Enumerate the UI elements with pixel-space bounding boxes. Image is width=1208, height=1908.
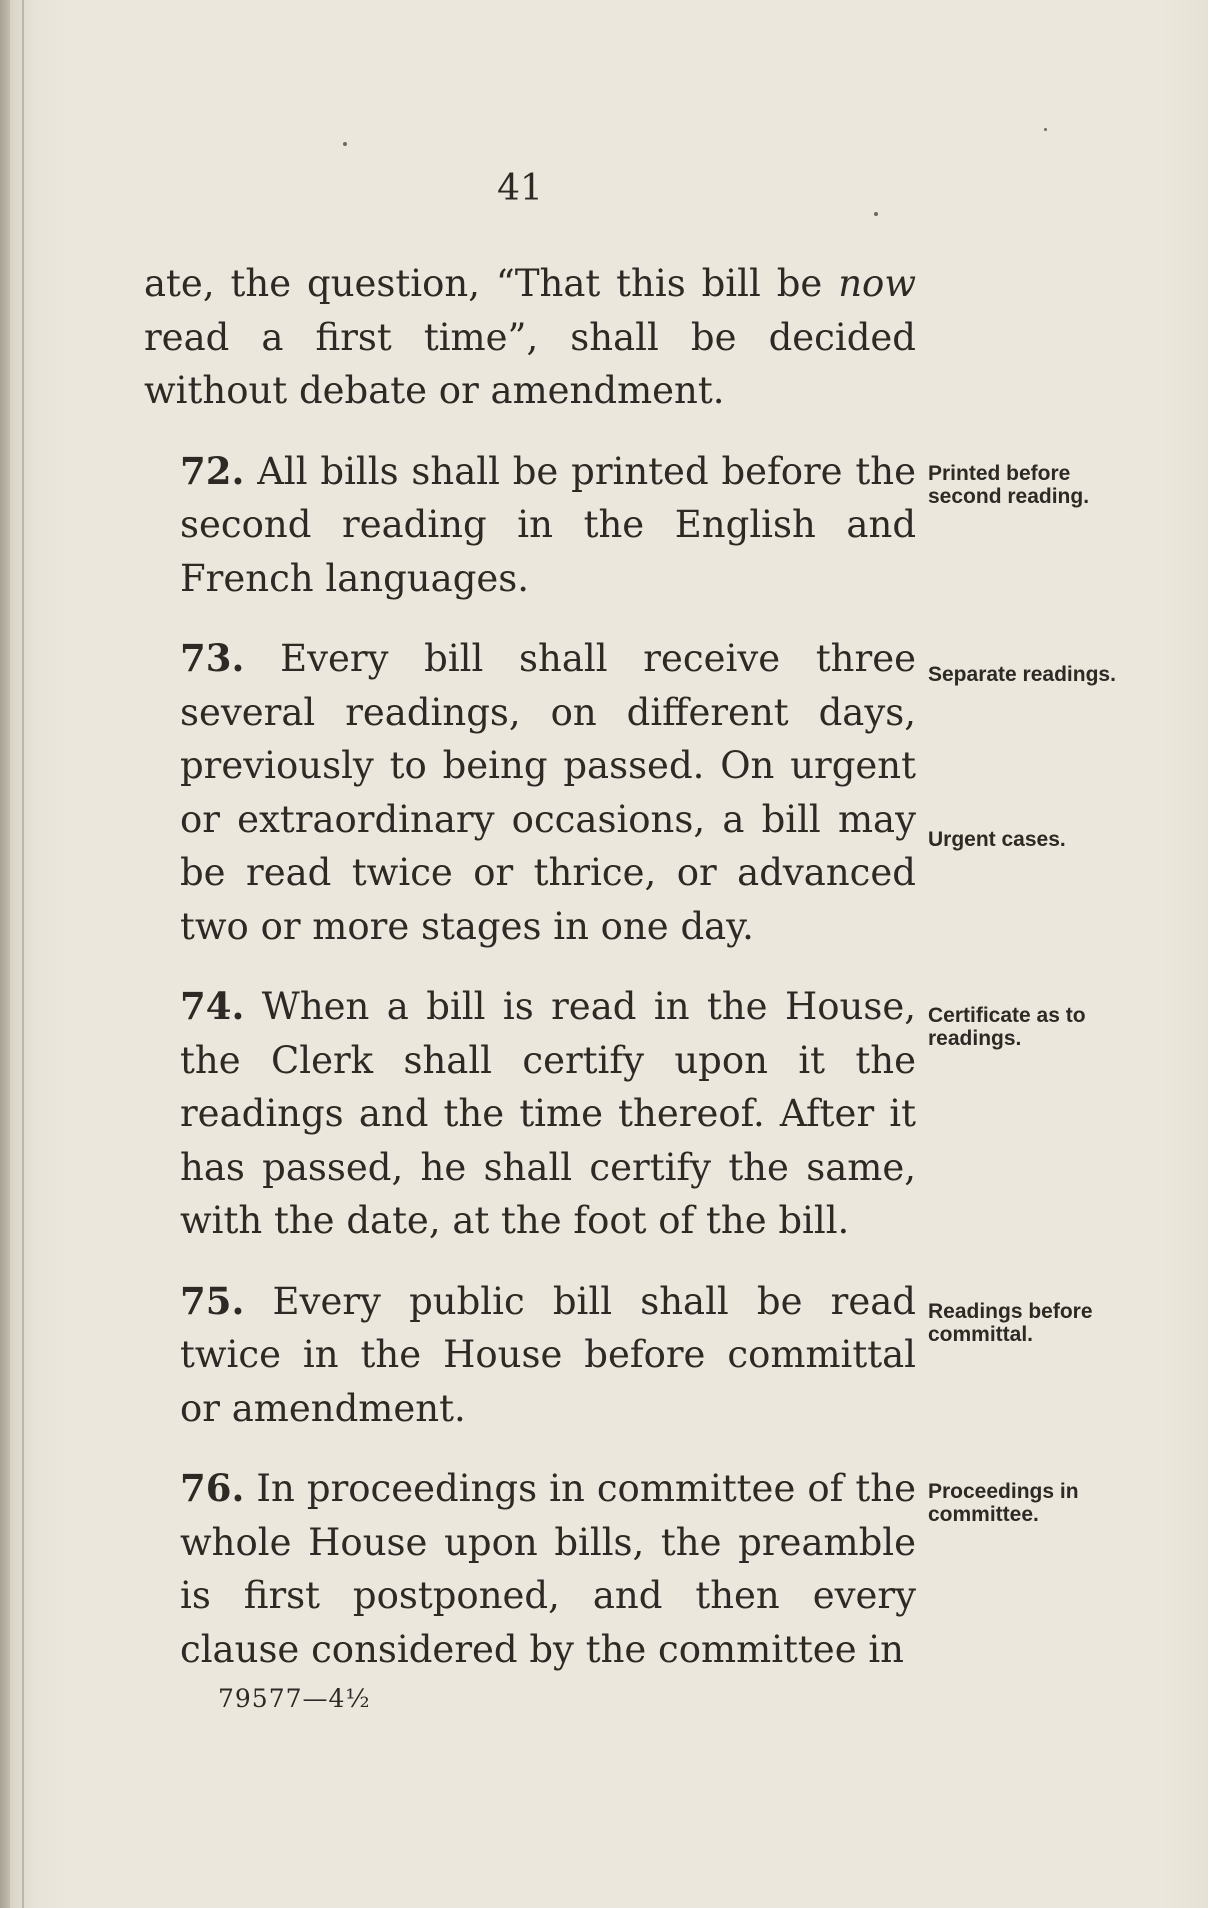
paragraph-75 xyxy=(144,1275,916,1436)
paragraph-text: ate, the question, “That this bill be xyxy=(144,262,839,305)
page-gutter-line xyxy=(22,0,24,1908)
paragraph-text: Every bill shall receive three several readings, on different days, previously to being passed. On urgent or extraordinary occasions, a bill may be read twice or thrice, or advanced two or more stages in one day. xyxy=(180,637,916,948)
page-number: 41 xyxy=(497,168,543,209)
paragraph-number: 73. xyxy=(180,636,245,680)
margin-note-proceedings-in-committee: Proceedings in committee. xyxy=(928,1480,1079,1526)
paragraph-text: When a bill is read in the House, the Clerk shall certify upon it the readings and the time thereof. After it has passed, he shall certify the same, with the date, at the foot of the bill. xyxy=(180,985,916,1242)
paragraph-number: 75. xyxy=(180,1278,245,1323)
paragraph-76 xyxy=(144,1462,916,1676)
paragraph-72 xyxy=(144,445,916,606)
printer-signature-mark: 79577—4½ xyxy=(218,1684,371,1713)
paragraph-number: 74. xyxy=(180,984,245,1028)
paragraph-74 xyxy=(144,980,916,1248)
body-text-column xyxy=(144,257,916,1676)
margin-note-separate-readings: Separate readings. xyxy=(928,663,1116,686)
italic-word: now xyxy=(838,262,916,305)
paragraph-text: In proceedings in committee of the whole House upon bills, the preamble is first postponed, and then every clause considered by the committee in xyxy=(180,1467,916,1671)
paper-speck xyxy=(343,142,347,146)
margin-note-printed-before-second-reading: Printed before second reading. xyxy=(928,462,1090,508)
margin-note-certificate-as-to-readings: Certificate as to readings. xyxy=(928,1004,1086,1050)
paragraph-73 xyxy=(144,632,916,953)
paragraph-text: Every public bill shall be read twice in the House before committal or amendment. xyxy=(180,1279,916,1430)
paragraph-number: 76. xyxy=(180,1466,245,1510)
margin-note-readings-before-committal: Readings before committal. xyxy=(928,1300,1093,1346)
paragraph-text: All bills shall be printed before the second reading in the English and French languages. xyxy=(180,449,916,600)
margin-note-urgent-cases: Urgent cases. xyxy=(928,828,1066,851)
page-spine-shadow xyxy=(0,0,10,1908)
paper-speck xyxy=(874,212,878,216)
paragraph-text: read a first time”, shall be decided without debate or amendment. xyxy=(144,315,916,412)
paper-speck xyxy=(1044,128,1047,131)
paragraph-number: 72. xyxy=(180,448,245,493)
paragraph-continuation xyxy=(144,257,916,418)
